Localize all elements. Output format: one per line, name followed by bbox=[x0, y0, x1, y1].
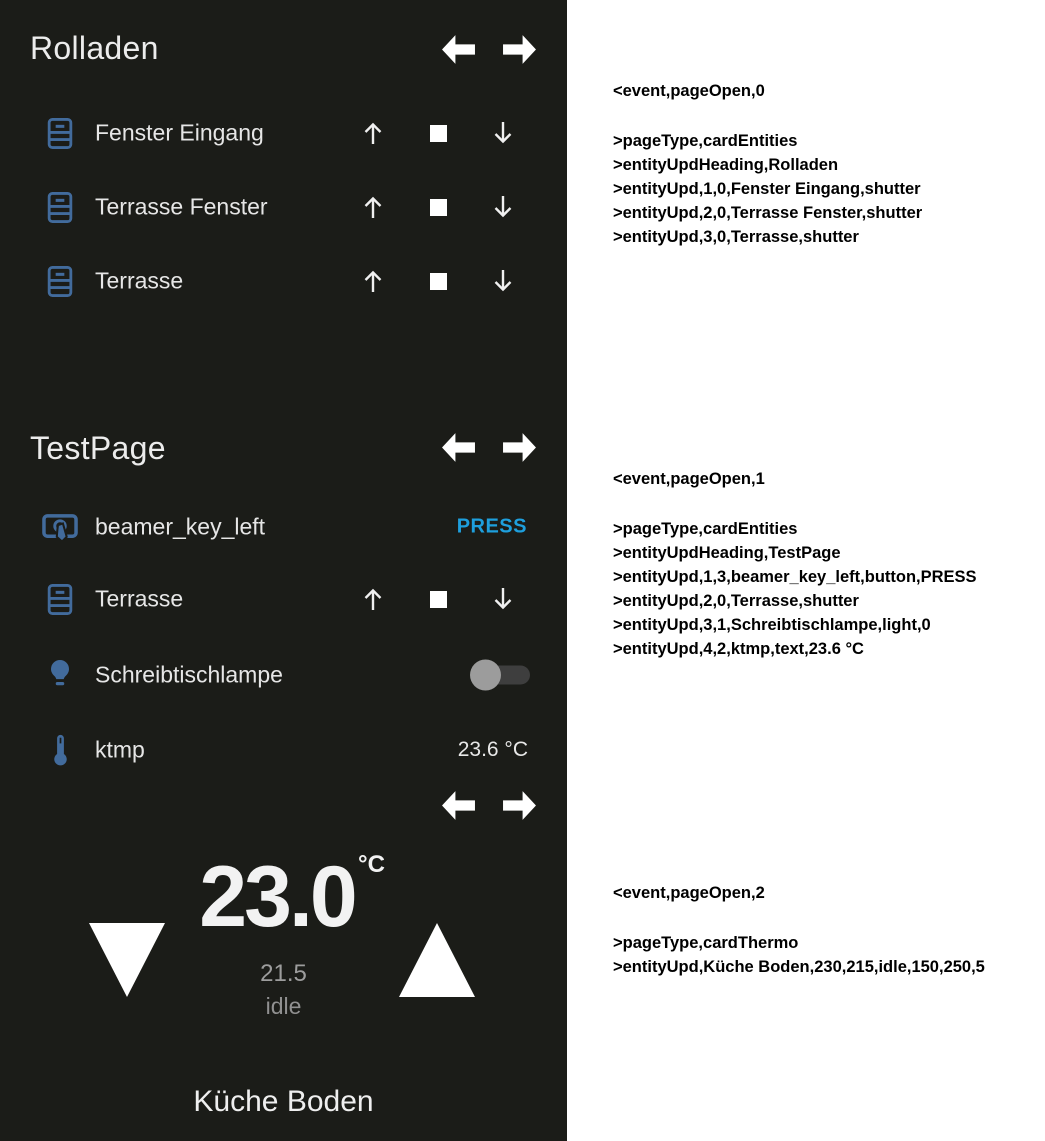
page-nav bbox=[441, 34, 537, 65]
shutter-down-button[interactable] bbox=[481, 571, 525, 627]
log-line: >entityUpd,2,0,Terrasse,shutter bbox=[613, 592, 859, 610]
log-line: >pageType,cardThermo bbox=[613, 934, 799, 952]
entity-label: Schreibtischlampe bbox=[95, 661, 283, 688]
shutter-up-button[interactable] bbox=[351, 253, 395, 309]
entity-label: beamer_key_left bbox=[95, 513, 266, 540]
arrow-left-icon bbox=[441, 432, 476, 463]
page-title: Rolladen bbox=[30, 30, 159, 66]
arrow-up-icon bbox=[361, 193, 385, 221]
page-title: TestPage bbox=[30, 430, 166, 466]
window-shutter-icon bbox=[40, 105, 80, 161]
card-testpage bbox=[0, 410, 567, 775]
log-line: >entityUpdHeading,Rolladen bbox=[613, 156, 839, 174]
serial-log-block-2 bbox=[613, 881, 1043, 979]
card-thermo bbox=[0, 775, 567, 1141]
entity-label: Terrasse bbox=[95, 267, 184, 294]
shutter-stop-button[interactable] bbox=[416, 105, 460, 161]
arrow-up-icon bbox=[361, 585, 385, 613]
log-event-line: <event,pageOpen,1 bbox=[613, 470, 765, 488]
arrow-down-icon bbox=[491, 585, 515, 613]
shutter-down-button[interactable] bbox=[481, 179, 525, 235]
shutter-stop-button[interactable] bbox=[416, 179, 460, 235]
shutter-down-button[interactable] bbox=[481, 105, 525, 161]
window-shutter-icon bbox=[40, 179, 80, 235]
setpoint-temperature: 21.5 bbox=[260, 960, 307, 987]
current-temperature: 23.0 bbox=[199, 849, 355, 945]
gesture-tap-button-icon bbox=[40, 499, 80, 555]
stop-square-icon bbox=[430, 273, 447, 290]
arrow-up-icon bbox=[361, 119, 385, 147]
entity-row-ktmp bbox=[0, 722, 567, 778]
entity-row-beamer-key-left bbox=[0, 499, 567, 555]
shutter-up-button[interactable] bbox=[351, 571, 395, 627]
shutter-down-button[interactable] bbox=[481, 253, 525, 309]
nav-next-button[interactable] bbox=[502, 790, 537, 821]
serial-log-block-1 bbox=[613, 467, 1043, 661]
entity-row-terrasse-fenster bbox=[0, 179, 567, 235]
arrow-right-icon bbox=[502, 790, 537, 821]
log-event-line: <event,pageOpen,2 bbox=[613, 884, 765, 902]
card-rolladen bbox=[0, 0, 567, 410]
serial-log-block-0 bbox=[613, 79, 1043, 249]
page-nav bbox=[441, 432, 537, 463]
entity-row-fenster-eingang bbox=[0, 105, 567, 161]
shutter-stop-button[interactable] bbox=[416, 571, 460, 627]
entity-row-schreibtischlampe bbox=[0, 647, 567, 703]
arrow-up-icon bbox=[361, 267, 385, 295]
nav-next-button[interactable] bbox=[502, 432, 537, 463]
thermostat-name: Küche Boden bbox=[193, 1085, 374, 1118]
shutter-stop-button[interactable] bbox=[416, 253, 460, 309]
shutter-up-button[interactable] bbox=[351, 179, 395, 235]
log-event-line: <event,pageOpen,0 bbox=[613, 82, 765, 100]
log-line: >entityUpd,4,2,ktmp,text,23.6 °C bbox=[613, 640, 864, 658]
nav-prev-button[interactable] bbox=[441, 790, 476, 821]
log-line: >entityUpd,1,3,beamer_key_left,button,PRESS bbox=[613, 568, 977, 586]
log-line: >entityUpd,1,0,Fenster Eingang,shutter bbox=[613, 180, 921, 198]
nav-prev-button[interactable] bbox=[441, 34, 476, 65]
temperature-unit: °C bbox=[358, 851, 385, 878]
log-line: >entityUpd,Küche Boden,230,215,idle,150,250,5 bbox=[613, 958, 985, 976]
entity-label: Fenster Eingang bbox=[95, 119, 264, 146]
arrow-down-icon bbox=[491, 267, 515, 295]
thermometer-icon bbox=[40, 722, 80, 778]
window-shutter-icon bbox=[40, 571, 80, 627]
nav-prev-button[interactable] bbox=[441, 432, 476, 463]
arrow-down-icon bbox=[491, 193, 515, 221]
stop-square-icon bbox=[430, 591, 447, 608]
entity-value: 23.6 °C bbox=[457, 738, 528, 761]
shutter-up-button[interactable] bbox=[351, 105, 395, 161]
entity-label: Terrasse Fenster bbox=[95, 193, 268, 220]
hvac-state: idle bbox=[265, 993, 302, 1019]
log-line: >entityUpdHeading,TestPage bbox=[613, 544, 841, 562]
entity-row-terrasse bbox=[0, 253, 567, 309]
log-line: >entityUpd,2,0,Terrasse Fenster,shutter bbox=[613, 204, 923, 222]
light-toggle[interactable] bbox=[472, 660, 530, 691]
arrow-right-icon bbox=[502, 34, 537, 65]
nav-next-button[interactable] bbox=[502, 34, 537, 65]
log-line: >pageType,cardEntities bbox=[613, 520, 798, 538]
log-line: >entityUpd,3,1,Schreibtischlampe,light,0 bbox=[613, 616, 931, 634]
arrow-left-icon bbox=[441, 790, 476, 821]
toggle-knob bbox=[470, 660, 501, 691]
arrow-right-icon bbox=[502, 432, 537, 463]
arrow-left-icon bbox=[441, 34, 476, 65]
log-line: >entityUpd,3,0,Terrasse,shutter bbox=[613, 228, 859, 246]
log-line: >pageType,cardEntities bbox=[613, 132, 798, 150]
press-button[interactable]: PRESS bbox=[456, 515, 527, 538]
entity-row-terrasse bbox=[0, 571, 567, 627]
entity-label: Terrasse bbox=[95, 585, 184, 612]
stop-square-icon bbox=[430, 199, 447, 216]
arrow-down-icon bbox=[491, 119, 515, 147]
lightbulb-icon bbox=[40, 647, 80, 703]
stop-square-icon bbox=[430, 125, 447, 142]
page-nav bbox=[441, 790, 537, 821]
window-shutter-icon bbox=[40, 253, 80, 309]
entity-label: ktmp bbox=[95, 736, 145, 763]
